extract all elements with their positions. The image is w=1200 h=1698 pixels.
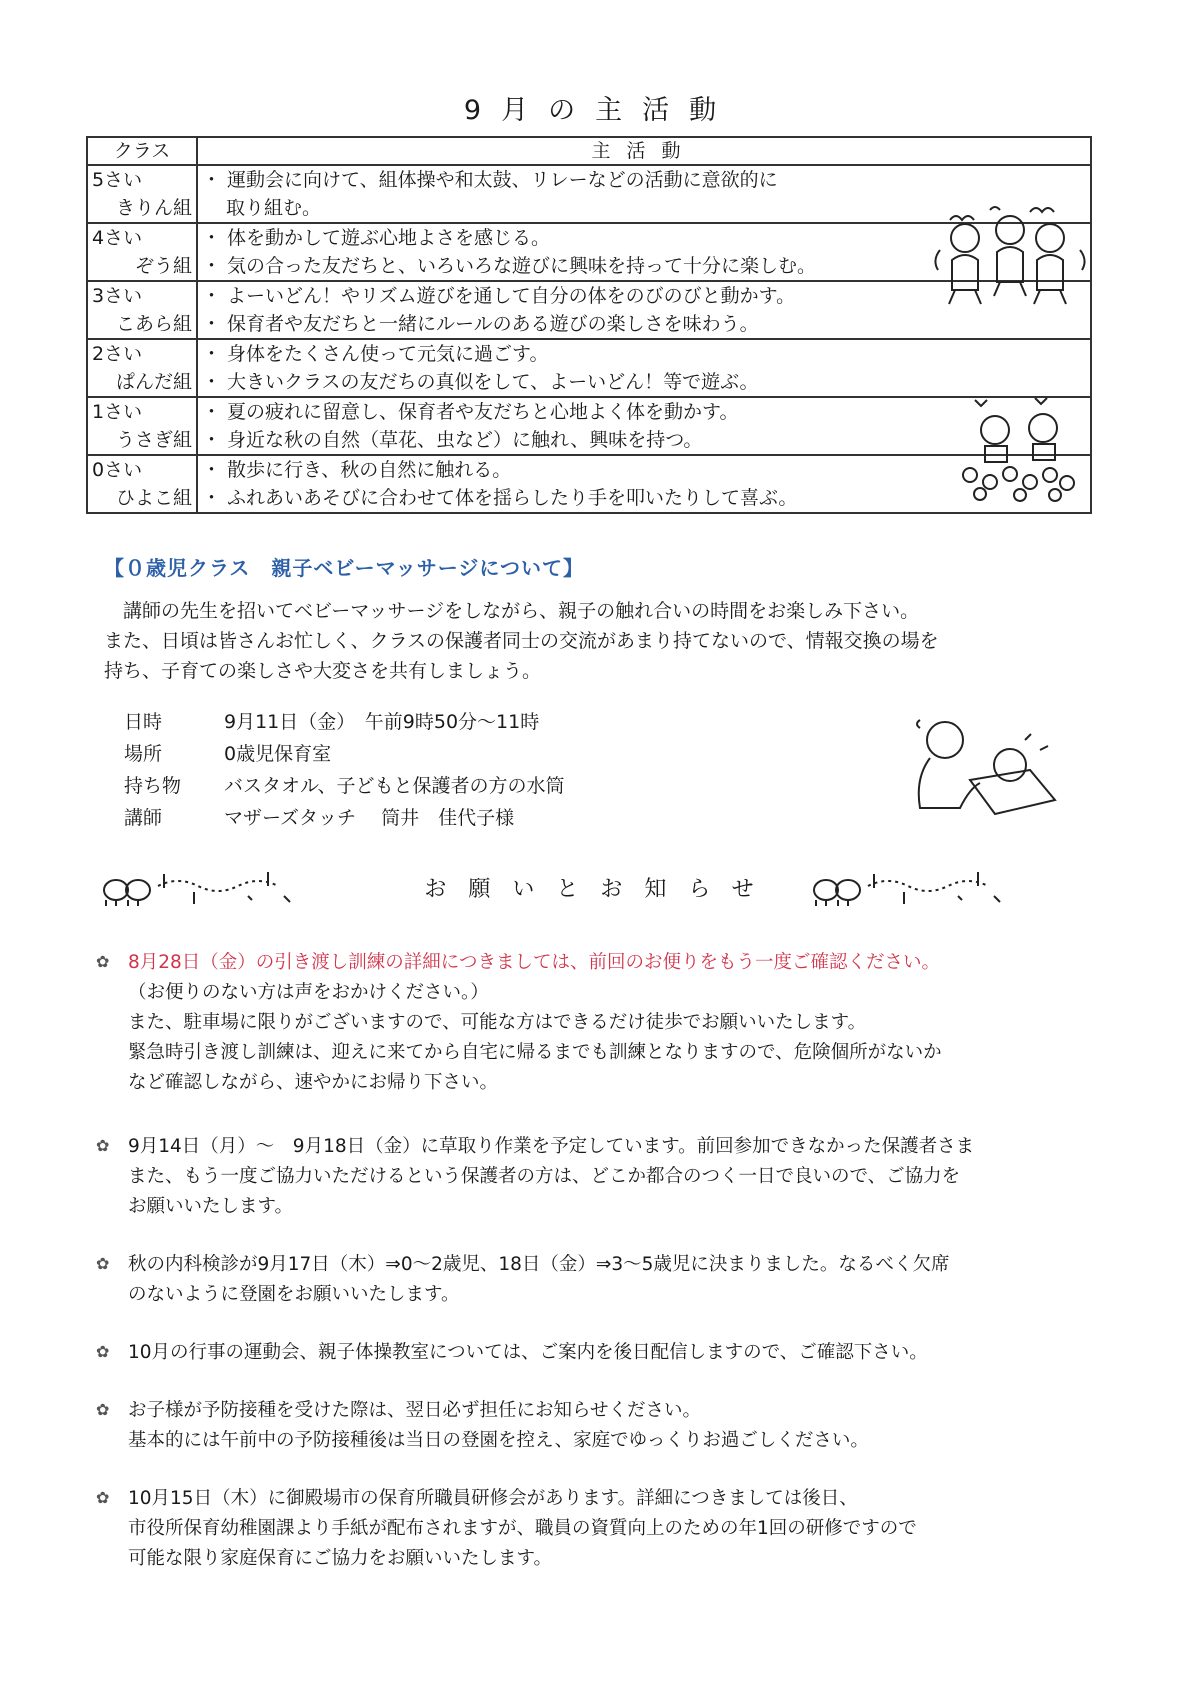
activity-line: ・ 気の合った友だちと、いろいろな遊びに興味を持って十分に楽しむ。 (202, 255, 817, 277)
class-age: 1さい (92, 401, 143, 423)
flower-bullet-icon: ✿ (96, 1254, 110, 1273)
flower-bullet-icon: ✿ (96, 1488, 110, 1507)
page-title: 9月の主活動 (463, 95, 737, 126)
detail-row (124, 738, 564, 770)
notice-line: 緊急時引き渡し訓練は、迎えに来てから自宅に帰るまでも訓練となりますので、危険個所がないか (128, 1042, 942, 1063)
notice-line: また、もう一度ご協力いただけるという保護者の方は、どこか都合のつく一日で良いので、ご協力を (128, 1166, 961, 1187)
class-cell (87, 165, 197, 223)
class-age: 3さい (92, 285, 143, 307)
activity-line: 取り組む。 (226, 197, 322, 219)
notice-line: 可能な限り家庭保育にご協力をお願いいたします。 (128, 1548, 553, 1569)
notice-line: 秋の内科検診が9月17日（木）⇒0～2歳児、18日（金）⇒3～5歳児に決まりました。なるべく欠席 (128, 1254, 950, 1275)
activity-line: ・ よーいどん！やリズム遊びを通して自分の体をのびのびと動かす。 (202, 285, 796, 307)
bee-music-decoration-icon (808, 866, 1018, 910)
intro-line: 持ち、子育ての楽しさや大変さを共有しましょう。 (104, 660, 542, 682)
detail-label: 場所 (124, 743, 163, 765)
massage-details (124, 706, 564, 834)
detail-value: バスタオル、子どもと保護者の方の水筒 (224, 775, 565, 797)
class-cell (87, 281, 197, 339)
activity-column-header: 主活動 (197, 137, 1091, 165)
table-header-row (87, 137, 1091, 165)
activities-table (86, 136, 1092, 514)
notices-title: お願いとお知らせ (424, 877, 776, 902)
massage-section-heading: 【０歳児クラス 親子ベビーマッサージについて】 (104, 556, 584, 580)
notice-line: など確認しながら、速やかにお帰り下さい。 (128, 1072, 499, 1093)
class-name: ぞう組 (134, 255, 192, 277)
notice-line: お子様が予防接種を受けた際は、翌日必ず担任にお知らせください。 (128, 1400, 701, 1421)
notice-line: 10月15日（木）に御殿場市の保育所職員研修会があります。詳細につきましては後日、 (128, 1488, 858, 1509)
class-cell (87, 455, 197, 513)
class-cell (87, 223, 197, 281)
intro-line: 講師の先生を招いてベビーマッサージをしながら、親子の触れ合いの時間をお楽しみ下さい。 (123, 600, 920, 622)
detail-value: 0歳児保育室 (224, 743, 332, 765)
table-row (87, 455, 1091, 513)
class-name: うさぎ組 (115, 429, 192, 451)
activity-cell (197, 339, 1091, 397)
class-age: 4さい (92, 227, 143, 249)
intro-line: また、日頃は皆さんお忙しく、クラスの保護者同士の交流があまり持てないので、情報交換の場を (104, 630, 939, 652)
class-name: きりん組 (115, 197, 192, 219)
activity-line: ・ 大きいクラスの友だちの真似をして、よーいどん！等で遊ぶ。 (202, 371, 759, 393)
children-flowers-illustration (955, 390, 1085, 505)
class-name: ぱんだ組 (115, 371, 192, 393)
notice-line: 市役所保育幼稚園課より手紙が配布されますが、職員の資質向上のための年1回の研修ですので (128, 1518, 917, 1539)
flower-bullet-icon: ✿ (96, 1342, 110, 1361)
notice-line: 8月28日（金）の引き渡し訓練の詳細につきましては、前回のお便りをもう一度ご確認ください。 (128, 952, 940, 973)
activity-line: ・ 身体をたくさん使って元気に過ごす。 (202, 343, 549, 365)
detail-value: マザーズタッチ 筒井 佳代子様 (224, 807, 515, 829)
class-age: 2さい (92, 343, 143, 365)
activity-line: ・ 夏の疲れに留意し、保育者や友だちと心地よく体を動かす。 (202, 401, 739, 423)
detail-label: 講師 (124, 807, 163, 829)
detail-label: 持ち物 (124, 775, 182, 797)
activity-line: ・ 保育者や友だちと一緒にルールのある遊びの楽しさを味わう。 (202, 313, 759, 335)
activity-line: ・ 散歩に行き、秋の自然に触れる。 (202, 459, 512, 481)
flower-bullet-icon: ✿ (96, 1400, 110, 1419)
children-dancing-illustration (930, 200, 1090, 310)
detail-row (124, 706, 564, 738)
activity-line: ・ 体を動かして遊ぶ心地よさを感じる。 (202, 227, 551, 249)
notice-line: 基本的には午前中の予防接種後は当日の登園を控え、家庭でゆっくりお過ごしください。 (128, 1430, 869, 1451)
flower-bullet-icon: ✿ (96, 952, 110, 971)
notice-line: また、駐車場に限りがございますので、可能な方はできるだけ徒歩でお願いいたします。 (128, 1012, 867, 1033)
activity-line: ・ 身近な秋の自然（草花、虫など）に触れ、興味を持つ。 (202, 429, 703, 451)
detail-row (124, 802, 564, 834)
class-cell (87, 397, 197, 455)
detail-value: 9月11日（金） 午前9時50分～11時 (224, 711, 540, 733)
massage-intro (104, 596, 1104, 686)
class-name: こあら組 (115, 313, 192, 335)
table-row (87, 397, 1091, 455)
notice-line: （お便りのない方は声をおかけください。） (128, 982, 489, 1003)
flower-bullet-icon: ✿ (96, 1136, 110, 1155)
class-age: 5さい (92, 169, 143, 191)
class-cell (87, 339, 197, 397)
table-row (87, 339, 1091, 397)
detail-row (124, 770, 564, 802)
notice-line: お願いいたします。 (128, 1196, 294, 1217)
mother-baby-illustration (890, 710, 1060, 820)
activity-line: ・ ふれあいあそびに合わせて体を揺らしたり手を叩いたりして喜ぶ。 (202, 487, 798, 509)
class-age: 0さい (92, 459, 143, 481)
notice-line: 9月14日（月）～ 9月18日（金）に草取り作業を予定しています。前回参加できなかった保護者さま (128, 1136, 975, 1157)
class-column-header: クラス (87, 137, 197, 165)
notice-line: のないように登園をお願いいたします。 (128, 1284, 460, 1305)
detail-label: 日時 (124, 711, 163, 733)
activity-line: ・ 運動会に向けて、組体操や和太鼓、リレーなどの活動に意欲的に (202, 169, 778, 191)
class-name: ひよこ組 (115, 487, 192, 509)
notice-line: 10月の行事の運動会、親子体操教室については、ご案内を後日配信しますので、ご確認下さい。 (128, 1342, 928, 1363)
